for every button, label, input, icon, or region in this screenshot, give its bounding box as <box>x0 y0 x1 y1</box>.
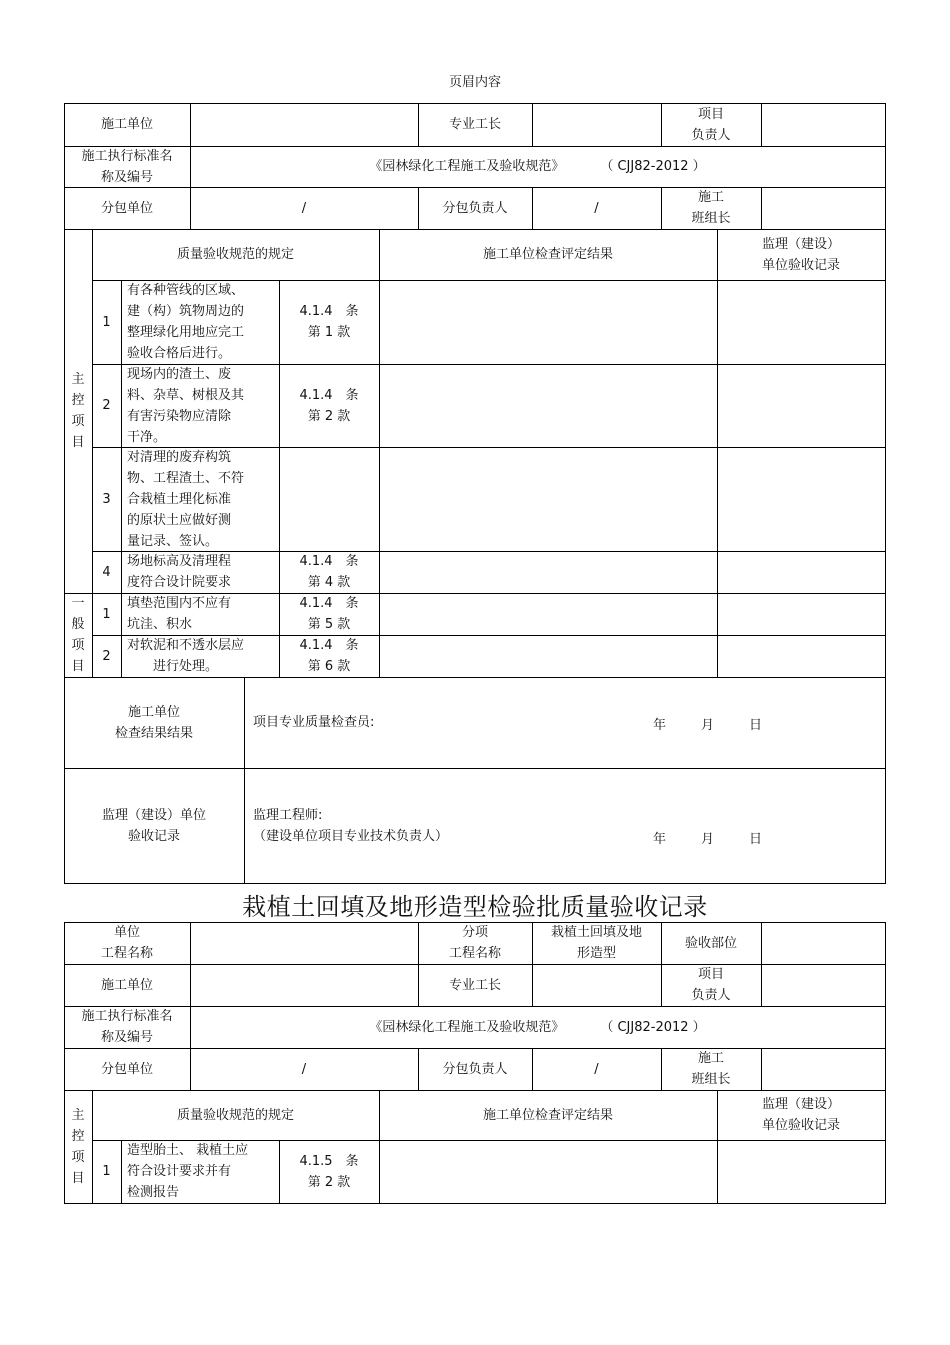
label-line: 称及编号 <box>100 169 153 185</box>
text-line: 检测报告 <box>127 1185 180 1200</box>
project-manager-value[interactable] <box>761 964 885 1006</box>
item-clause <box>279 280 379 364</box>
item-result[interactable] <box>379 280 717 364</box>
item-text <box>121 280 279 364</box>
text-line: 进行处理。 <box>153 659 219 674</box>
standard-name: 《园林绿化工程施工及验收规范》 <box>369 159 565 174</box>
construction-unit-value[interactable] <box>190 103 418 146</box>
engineer-note: （建设单位项目专业技术负责人） <box>253 828 449 844</box>
group-char: 一 <box>71 596 85 611</box>
subcontractor-value[interactable]: / <box>301 1061 307 1077</box>
acceptance-date[interactable] <box>653 828 762 847</box>
clause-line: 4.1.4 条 <box>299 596 359 611</box>
item-clause <box>279 447 379 551</box>
standard-value <box>190 1006 885 1048</box>
group-char: 控 <box>71 393 85 408</box>
group-char: 主 <box>71 1107 85 1123</box>
supervision-heading <box>717 229 885 280</box>
team-leader-label <box>661 1048 761 1090</box>
item-number: 4 <box>102 564 111 580</box>
group-char: 项 <box>71 638 85 653</box>
label-line: 监理（建设） <box>761 236 840 252</box>
item-text <box>121 593 279 635</box>
foreman-value[interactable] <box>532 103 661 146</box>
month-label: 月 <box>701 832 715 847</box>
supervision-heading <box>717 1090 885 1140</box>
label-line: 负责人 <box>691 127 731 143</box>
group-char: 般 <box>71 617 85 632</box>
standard-value <box>190 146 885 187</box>
clause-line: 第 2 款 <box>307 1174 351 1190</box>
text-line: 料、杂草、树根及其 <box>127 387 245 403</box>
project-manager-value[interactable] <box>761 103 885 146</box>
group-char: 目 <box>71 1170 85 1186</box>
group-char: 项 <box>71 1149 85 1165</box>
month-label: 月 <box>701 718 715 733</box>
text-line: 整理绿化用地应完工 <box>127 325 245 340</box>
unit-project-value[interactable] <box>190 922 418 964</box>
result-heading: 施工单位检查评定结果 <box>482 1107 613 1123</box>
text-line: 坑洼、积水 <box>127 617 193 632</box>
item-supervision[interactable] <box>717 364 885 447</box>
item-clause <box>279 635 379 677</box>
item-text <box>121 635 279 677</box>
text-line: 符合设计要求并有 <box>127 1164 232 1179</box>
item-result[interactable] <box>379 447 717 551</box>
label-line: 单位验收记录 <box>761 257 840 273</box>
foreman-label: 专业工长 <box>448 977 501 993</box>
subcontractor-label: 分包单位 <box>100 200 153 216</box>
text-line: 度符合设计院要求 <box>127 575 232 590</box>
label-line: 项目 <box>697 106 724 122</box>
sub-project-label <box>418 922 532 964</box>
item-text <box>121 1140 279 1203</box>
general-group <box>64 593 92 677</box>
value-line: 形造型 <box>576 946 616 961</box>
team-leader-label <box>661 187 761 229</box>
text-line: 对清理的废弃构筑 <box>127 449 232 465</box>
label-line: 工程名称 <box>100 946 153 961</box>
standard-label <box>64 1006 190 1048</box>
unit-project-label <box>64 922 190 964</box>
acceptance-label <box>64 768 244 883</box>
standard-code: （ CJJ82-2012 ） <box>600 1019 706 1035</box>
label-line: 负责人 <box>691 988 731 1003</box>
group-char: 目 <box>71 435 85 450</box>
standard-name: 《园林绿化工程施工及验收规范》 <box>369 1019 565 1035</box>
text-line: 物、工程渣土、不符 <box>127 470 245 486</box>
record-title: 栽植土回填及地形造型检验批质量验收记录 <box>242 893 708 921</box>
group-char: 控 <box>71 1128 85 1144</box>
foreman-label: 专业工长 <box>448 117 501 132</box>
day-label: 日 <box>749 832 763 847</box>
text-line: 的原状土应做好测 <box>127 512 232 528</box>
label-line: 监理（建设） <box>761 1097 840 1112</box>
item-text <box>121 447 279 551</box>
result-heading: 施工单位检查评定结果 <box>482 247 613 262</box>
construction-unit-value[interactable] <box>190 964 418 1006</box>
label-line: 施工单位 <box>127 704 180 720</box>
clause-line: 4.1.4 条 <box>299 387 359 403</box>
item-supervision[interactable] <box>717 551 885 593</box>
item-result[interactable] <box>379 1140 717 1203</box>
inspector-label: 项目专业质量检查员: <box>253 715 375 730</box>
spec-heading: 质量验收规范的规定 <box>176 247 294 262</box>
label-line: 施工 <box>697 1051 724 1066</box>
label-line: 工程名称 <box>448 946 501 961</box>
item-result[interactable] <box>379 593 717 635</box>
label-line: 验收记录 <box>127 828 180 844</box>
label-line: 项目 <box>697 967 724 982</box>
label-line: 监理（建设）单位 <box>101 807 206 823</box>
item-result[interactable] <box>379 635 717 677</box>
standard-code: （ CJJ82-2012 ） <box>600 159 706 174</box>
value-line: 栽植土回填及地 <box>550 925 642 940</box>
label-line: 单位 <box>113 925 140 940</box>
clause-line: 第 5 款 <box>307 617 351 632</box>
item-supervision[interactable] <box>717 447 885 551</box>
text-line: 有各种管线的区域、 <box>127 283 245 298</box>
item-supervision[interactable] <box>717 635 885 677</box>
team-leader-value[interactable] <box>761 1048 885 1090</box>
group-char: 项 <box>71 414 85 429</box>
item-number: 3 <box>102 491 111 507</box>
label-line: 检查结果结果 <box>114 725 193 741</box>
item-clause <box>279 364 379 447</box>
standard-label <box>64 146 190 187</box>
text-line: 造型胎土、 栽植土应 <box>127 1143 249 1158</box>
project-manager-label <box>661 964 761 1006</box>
acceptance-part-label: 验收部位 <box>684 935 737 951</box>
main-control-group <box>64 1090 92 1203</box>
item-number: 1 <box>102 606 111 622</box>
day-label: 日 <box>749 718 763 733</box>
sub-manager-value[interactable]: / <box>594 200 599 216</box>
sub-manager-label: 分包负责人 <box>442 1061 508 1077</box>
year-label: 年 <box>653 718 667 733</box>
clause-line: 4.1.4 条 <box>299 638 359 653</box>
clause-line: 4.1.4 条 <box>299 304 359 319</box>
check-date[interactable] <box>653 714 762 733</box>
text-line: 干净。 <box>127 429 167 445</box>
item-supervision[interactable] <box>717 280 885 364</box>
label-line: 班组长 <box>691 211 731 226</box>
construction-unit-label: 施工单位 <box>100 977 153 993</box>
item-clause <box>279 1140 379 1203</box>
engineer-label: 监理工程师: <box>253 807 323 823</box>
label-line: 施工执行标准名 <box>81 148 173 164</box>
main-control-group <box>64 229 92 593</box>
team-leader-value[interactable] <box>761 187 885 229</box>
clause-line: 4.1.4 条 <box>299 554 359 569</box>
text-line: 有害污染物应清除 <box>127 408 232 424</box>
item-number: 2 <box>102 648 111 664</box>
sub-project-value[interactable] <box>532 922 661 964</box>
acceptance-part-value[interactable] <box>761 922 885 964</box>
text-line: 对软泥和不透水层应 <box>127 638 245 653</box>
item-number: 2 <box>102 398 111 413</box>
label-line: 称及编号 <box>100 1030 153 1045</box>
clause-line: 4.1.5 条 <box>299 1153 359 1169</box>
text-line: 填垫范围内不应有 <box>127 596 232 611</box>
text-line: 建（构）筑物周边的 <box>127 304 245 319</box>
clause-line: 第 6 款 <box>307 659 351 674</box>
table-line <box>885 922 886 1204</box>
engineer-field[interactable] <box>244 768 644 883</box>
table-line <box>885 103 886 884</box>
inspector-field[interactable] <box>244 677 644 768</box>
sub-manager-value[interactable]: / <box>594 1061 599 1077</box>
item-text <box>121 364 279 447</box>
page-header: 页眉内容 <box>448 75 501 90</box>
group-char: 主 <box>71 372 85 387</box>
project-manager-label <box>661 103 761 146</box>
foreman-value[interactable] <box>532 964 661 1006</box>
item-text <box>121 551 279 593</box>
check-result-label <box>64 677 244 768</box>
text-line: 场地标高及清理程 <box>127 554 232 569</box>
label-line: 单位验收记录 <box>761 1118 840 1133</box>
label-line: 分项 <box>461 925 488 940</box>
clause-line: 第 2 款 <box>307 408 351 424</box>
item-clause <box>279 593 379 635</box>
item-result[interactable] <box>379 364 717 447</box>
label-line: 班组长 <box>691 1072 731 1087</box>
item-supervision[interactable] <box>717 1140 885 1203</box>
text-line: 现场内的渣土、废 <box>127 366 232 382</box>
subcontractor-value[interactable]: / <box>301 200 307 216</box>
group-char: 目 <box>71 659 85 674</box>
year-label: 年 <box>653 832 667 847</box>
text-line: 量记录、签认。 <box>127 533 219 549</box>
subcontractor-label: 分包单位 <box>100 1061 153 1077</box>
text-line: 验收合格后进行。 <box>127 346 232 361</box>
table-line <box>64 883 886 884</box>
clause-line: 第 1 款 <box>307 325 351 340</box>
item-number: 1 <box>102 314 111 330</box>
item-clause <box>279 551 379 593</box>
label-line: 施工执行标准名 <box>81 1009 173 1024</box>
clause-line: 第 4 款 <box>307 575 351 590</box>
sub-manager-label: 分包负责人 <box>442 200 508 216</box>
construction-unit-label: 施工单位 <box>100 117 153 132</box>
item-number: 1 <box>102 1164 111 1179</box>
label-line: 施工 <box>697 190 724 205</box>
item-result[interactable] <box>379 551 717 593</box>
item-supervision[interactable] <box>717 593 885 635</box>
spec-heading: 质量验收规范的规定 <box>176 1107 294 1123</box>
text-line: 合栽植土理化标准 <box>127 491 232 507</box>
table-line <box>64 1203 886 1204</box>
